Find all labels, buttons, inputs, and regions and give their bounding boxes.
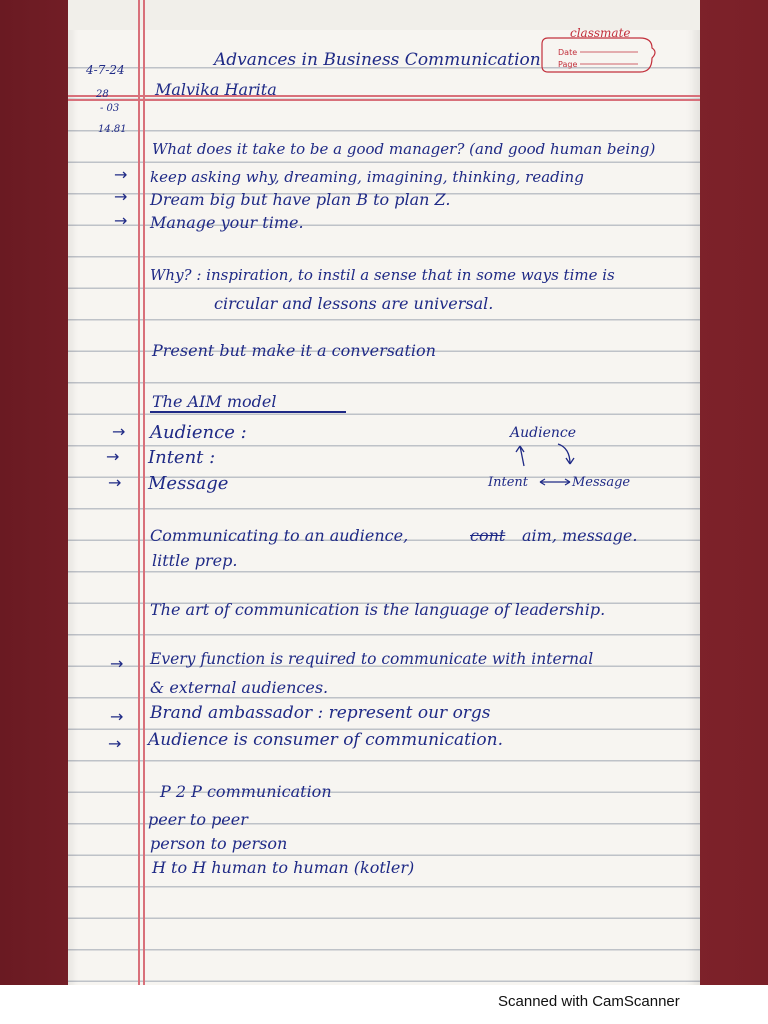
p2p-person: person to person [150, 834, 288, 853]
arrow-icon: → [114, 165, 128, 184]
aim-intent-label: Intent : [148, 447, 216, 468]
lecture-title: Advances in Business Communication [214, 50, 541, 70]
why-line-1: Why? : inspiration, to instil a sense that in some ways time is [150, 266, 615, 284]
aim-message-label: Message [148, 473, 229, 494]
arrow-icon: → [108, 473, 122, 492]
arrow-icon: → [106, 447, 120, 466]
p2p-peer: peer to peer [148, 810, 248, 829]
margin-line [138, 0, 140, 994]
aim-arrows-icon [500, 440, 620, 490]
aim-title-underline [150, 411, 346, 413]
bullet-dream-big: Dream big but have plan B to plan Z. [150, 190, 451, 209]
margin-date: 4-7-24 [86, 63, 125, 77]
margin-calc-2: - 03 [100, 103, 120, 114]
communicating-line-a: Communicating to an audience, [150, 526, 409, 545]
aim-audience-label: Audience : [150, 422, 247, 443]
arrow-icon: → [114, 211, 128, 230]
margin-line-inner [143, 0, 145, 994]
art-of-communication-line: The art of communication is the language of leadership. [150, 600, 606, 619]
bullet-manage-time: Manage your time. [150, 213, 304, 232]
arrow-icon: → [110, 654, 124, 673]
brand-ambassador-line: Brand ambassador : represent our orgs [150, 703, 491, 723]
audience-consumer-line: Audience is consumer of communication. [148, 730, 503, 750]
diagram-audience: Audience [510, 425, 576, 441]
header-rule-second [68, 99, 700, 101]
bullet-keep-asking: keep asking why, dreaming, imagining, thinking, reading [150, 168, 584, 186]
arrow-icon: → [110, 707, 124, 726]
date-label: Date [558, 48, 578, 57]
margin-calc-1: 28 [96, 89, 109, 100]
arrow-icon: → [112, 422, 126, 441]
margin-calc-3: 14.81 [98, 124, 127, 135]
p2p-title: P 2 P communication [160, 782, 332, 801]
p2p-human: H to H human to human (kotler) [152, 858, 415, 877]
why-line-2: circular and lessons are universal. [214, 294, 494, 313]
diagram-intent: Intent [488, 475, 529, 490]
present-line: Present but make it a conversation [152, 341, 436, 360]
page-label: Page [558, 60, 578, 69]
arrow-icon: → [114, 187, 128, 206]
scanner-watermark: Scanned with CamScanner [498, 993, 680, 1010]
arrow-icon: → [108, 734, 122, 753]
little-prep-line: little prep. [152, 551, 238, 570]
diagram-message: Message [572, 475, 631, 490]
function-line-1b: & external audiences. [150, 678, 329, 697]
struck-word: cont [470, 526, 506, 545]
aim-model-title: The AIM model [152, 392, 277, 411]
speaker-name: Malvika Harita [155, 80, 277, 99]
brand-box [540, 24, 660, 80]
brand-name: classmate [570, 26, 631, 40]
question-line: What does it take to be a good manager? (and good human being) [152, 140, 656, 158]
communicating-line-b: aim, message. [522, 526, 638, 545]
function-line-1: Every function is required to communicate with internal [150, 650, 594, 668]
